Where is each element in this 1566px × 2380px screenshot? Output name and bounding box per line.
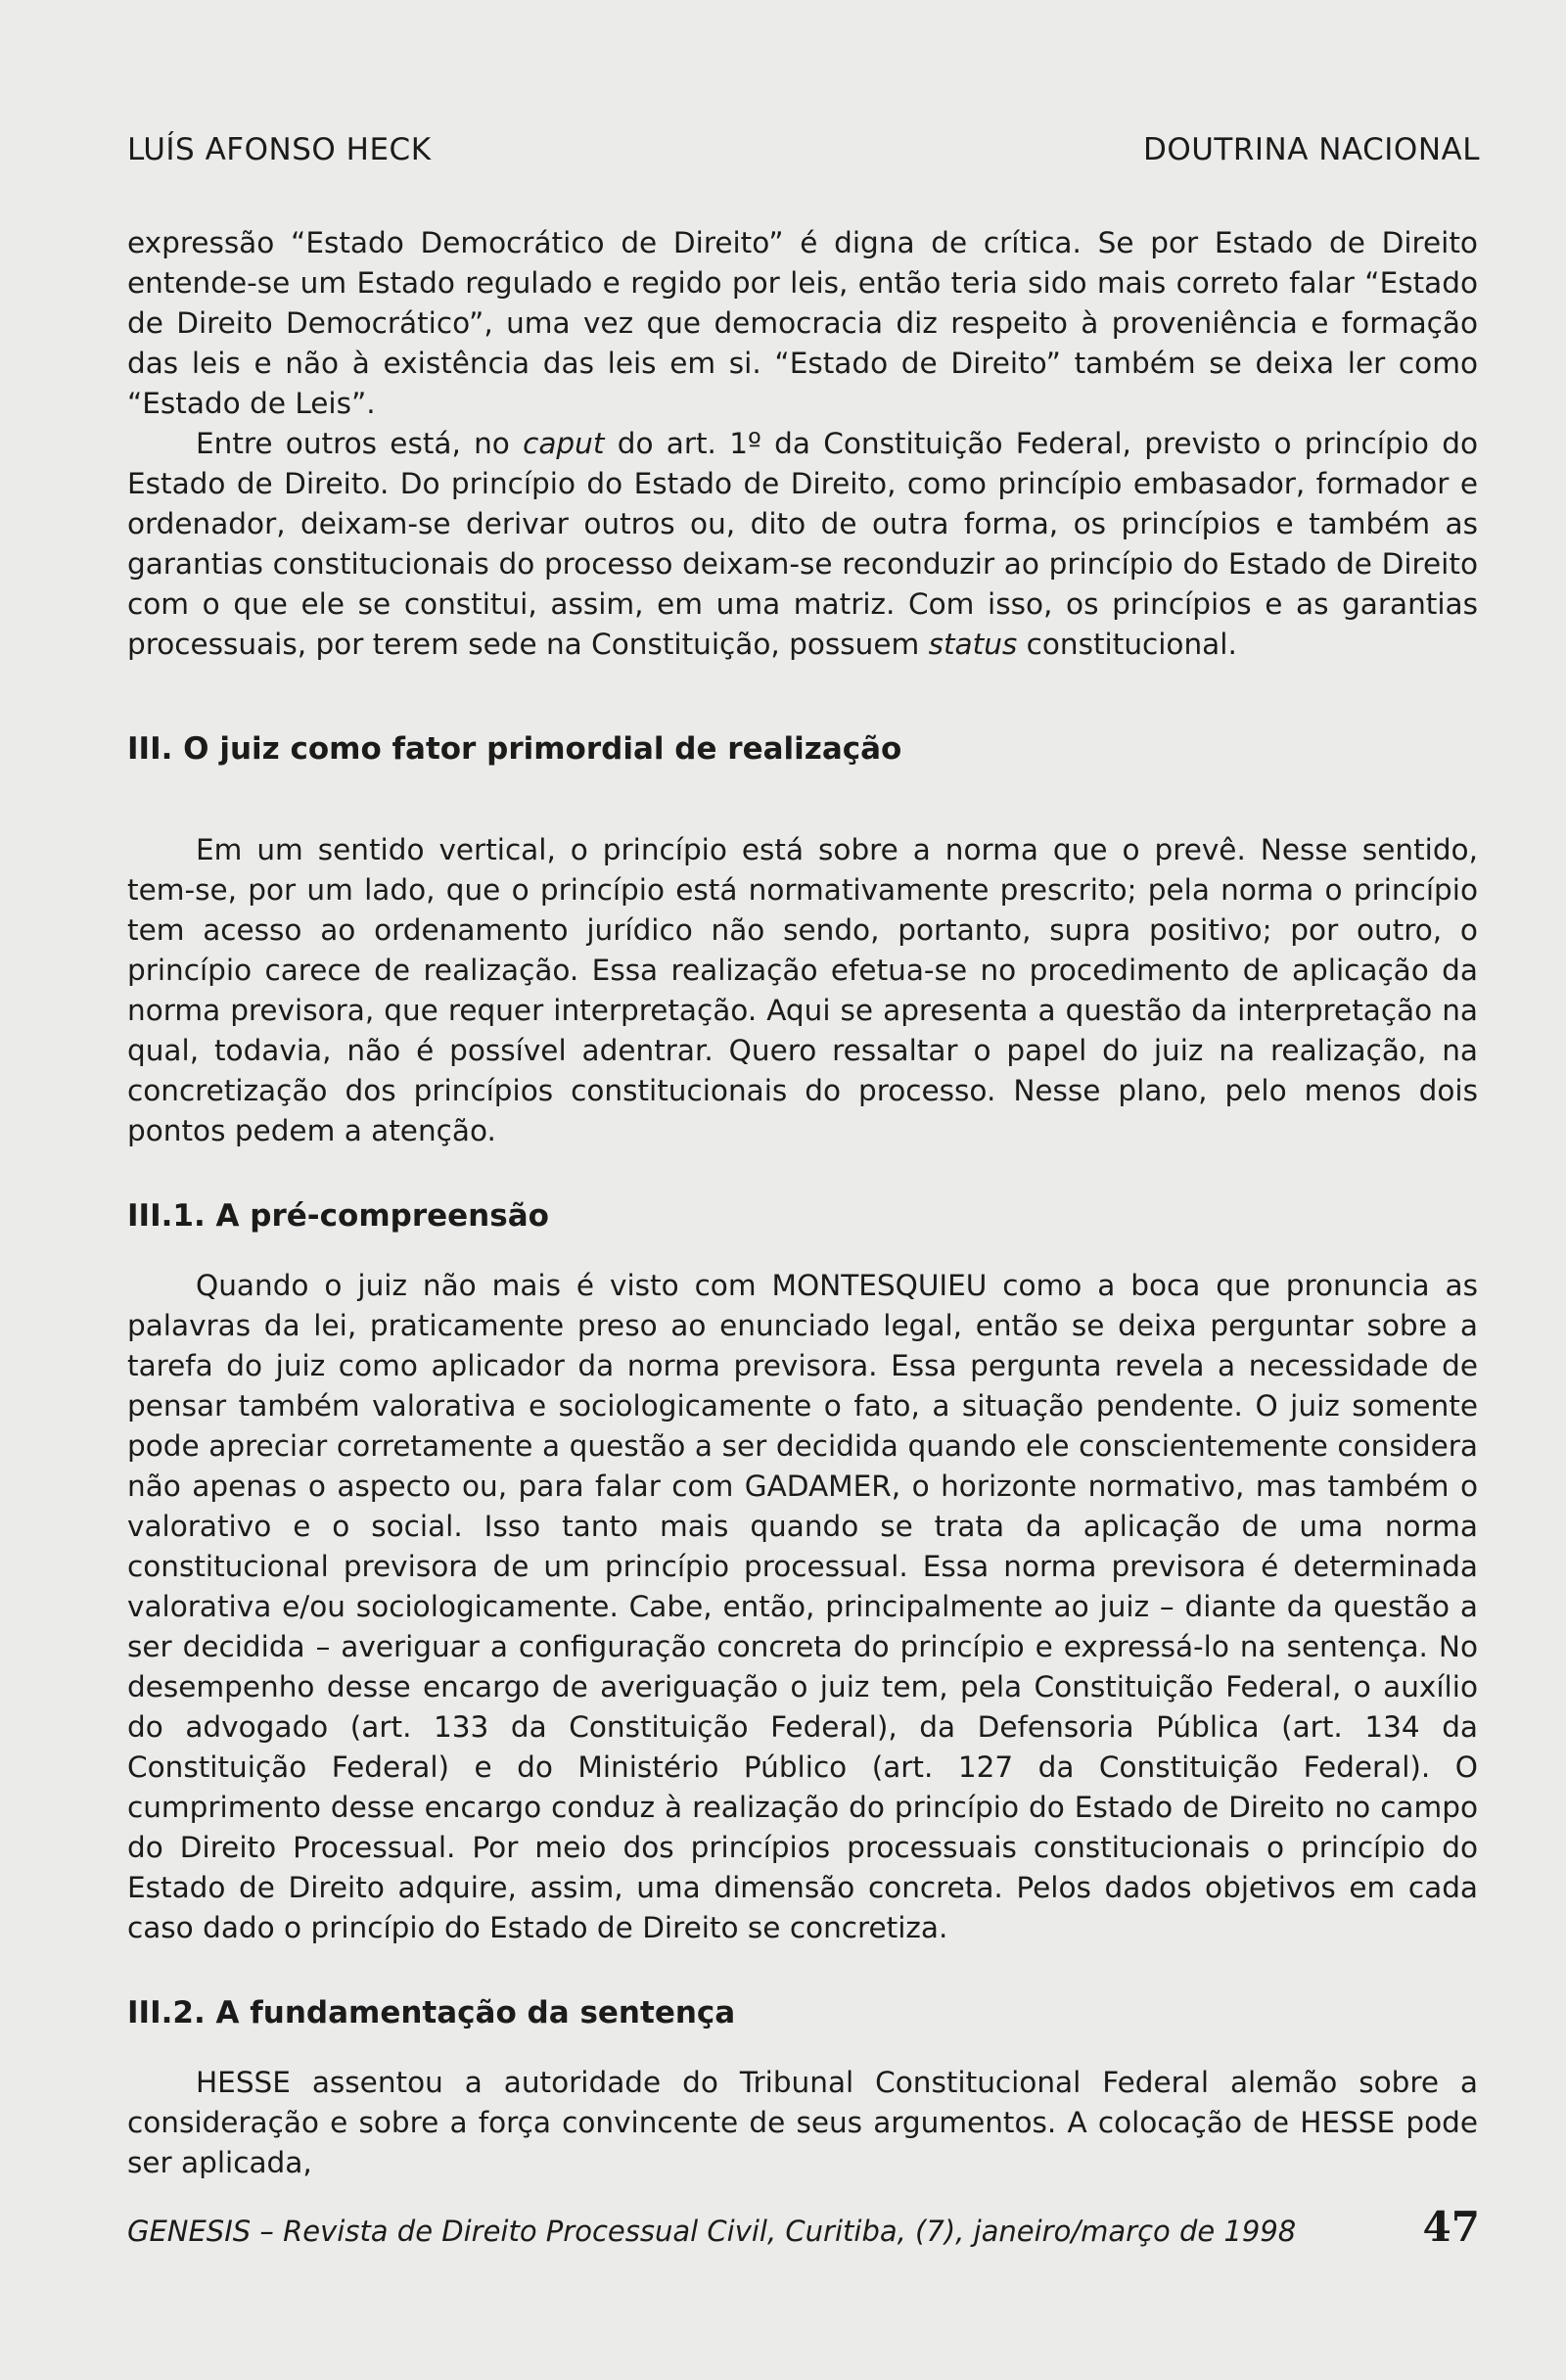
section-heading-III-2: III.2. A fundamentação da sentença <box>127 1995 736 2030</box>
running-footer <box>127 2203 1480 2251</box>
paragraph-2-part-c: constitucional. <box>1017 628 1237 661</box>
paragraph-3: Em um sentido vertical, o princípio está sobre a norma que o prevê. Nesse sentido, tem-se, por um lado, que o princípio está normativamente prescrito; pela norma o princípio tem acesso ao ordenamento jurídico não sendo, portanto, supra positivo; por outro, o princípio carece de realização. Essa realização efetua-se no procedimento de aplicação da norma previsora, que requer interpretação. Aqui se apresenta a questão da interpretação na qual, todavia, não é possível adentrar. Quero ressaltar o papel do juiz na realização, na concretização dos princípios constitucionais do processo. Nesse plano, pelo menos dois pontos pedem a atenção. <box>127 833 1478 1147</box>
paragraph-5: HESSE assentou a autoridade do Tribunal Constitucional Federal alemão sobre a consideração e sobre a força convincente de seus argumentos. A colocação de HESSE pode ser aplicada, <box>127 2066 1478 2179</box>
footer-citation: GENESIS – Revista de Direito Processual Civil, Curitiba, (7), janeiro/março de 1998 <box>127 2215 1297 2248</box>
paragraph-4: Quando o juiz não mais é visto com MONTESQUIEU como a boca que pronuncia as palavras da lei, praticamente preso ao enunciado legal, então se deixa perguntar sobre a tarefa do juiz como aplicador da norma previsora. Essa pergunta revela a necessidade de pensar também valorativa e sociologicamente o fato, a situação pendente. O juiz somente pode apreciar corretamente a questão a ser decidida quando ele conscientemente considera não apenas o aspecto ou, para falar com GADAMER, o horizonte normativo, mas também o valorativo e o social. Isso tanto mais quando se trata da aplicação de uma norma constitucional previsora de um princípio processual. Essa norma previsora é determinada valorativa e/ou sociologicamente. Cabe, então, principalmente ao juiz – diante da questão a ser decidida – averiguar a configuração concreta do princípio e expressá-lo na sentença. No desempenho desse encargo de averiguação o juiz tem, pela Constituição Federal, o auxílio do advogado (art. 133 da Constituição Federal), da Defensoria Pública (art. 134 da Constituição Federal) e do Ministério Público (art. 127 da Constituição Federal). O cumprimento desse encargo conduz à realização do princípio do Estado de Direito no campo do Direito Processual. Por meio dos princípios processuais constitucionais o princípio do Estado de Direito adquire, assim, uma dimensão concreta. Pelos dados objetivos em cada caso dado o princípio do Estado de Direito se concretiza. <box>127 1269 1478 1944</box>
paragraph-2-part-b: do art. 1º da Constituição Federal, previsto o princípio do Estado de Direito. Do princípio do Estado de Direito, como princípio embasador, formador e ordenador, deixam-se derivar outros ou, dito de outra forma, os princípios e também as garantias constitucionais do processo deixam-se reconduzir ao princípio do Estado de Direito com o que ele se constitui, assim, em uma matriz. Com isso, os princípios e as garantias processuais, por terem sede na Constituição, possuem <box>127 427 1478 661</box>
paragraph-2-part-a: Entre outros está, no <box>196 427 524 460</box>
section-heading-III: III. O juiz como fator primordial de realização <box>127 731 902 767</box>
header-author: LUÍS AFONSO HECK <box>127 132 432 167</box>
section-heading-III-1: III.1. A pré-compreensão <box>127 1198 549 1234</box>
page-number: 47 <box>1422 2203 1480 2251</box>
paragraph-1: expressão “Estado Democrático de Direito” é digna de crítica. Se por Estado de Direito entende-se um Estado regulado e regido por leis, então teria sido mais correto falar “Estado de Direito Democrático”, uma vez que democracia diz respeito à proveniência e formação das leis e não à existência das leis em si. “Estado de Direito” também se deixa ler como “Estado de Leis”. <box>127 226 1478 420</box>
header-section: DOUTRINA NACIONAL <box>1142 132 1480 167</box>
paragraph-2 <box>127 424 1478 665</box>
term-status: status <box>928 628 1018 661</box>
article-body <box>127 223 1478 2183</box>
term-caput: caput <box>523 427 605 460</box>
running-header <box>127 132 1480 167</box>
